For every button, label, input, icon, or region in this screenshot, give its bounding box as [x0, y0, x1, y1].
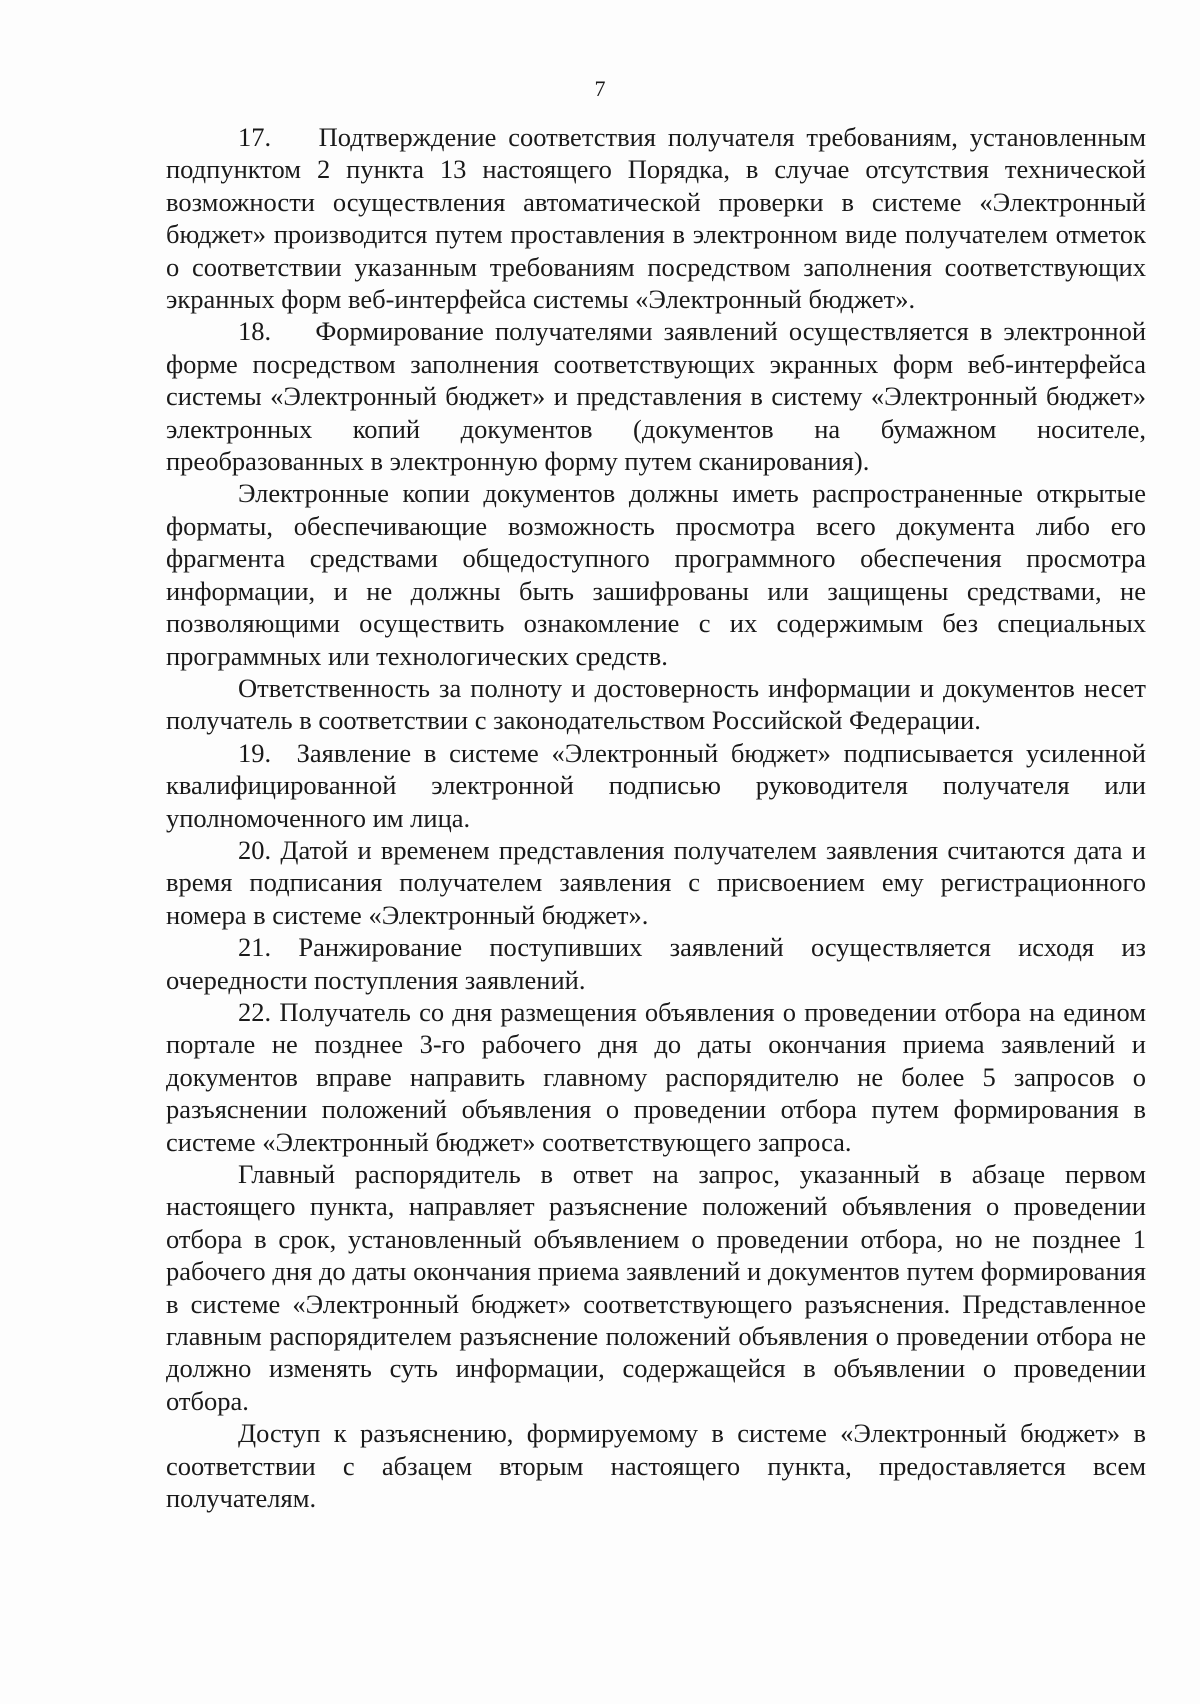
document-body — [166, 121, 1146, 1514]
paragraph-18-electronic-copies: Электронные копии документов должны иметь распространенные открытые форматы, обеспечивающие возможность просмотра всего документа либо его фрагмента средствами общедоступного программного обеспечения просмотра информации, и не должны быть зашифрованы или защищены средствами, не позволяющими осуществить ознакомление с их содержимым без специальных программных или технологических средств. — [166, 478, 1146, 671]
paragraph-17: 17. Подтверждение соответствия получателя требованиям, установленным подпунктом 2 пункта 13 настоящего Порядка, в случае отсутствия технической возможности осуществления автоматической проверки в системе «Электронный бюджет» производится путем проставления в электронном виде получателем отметок о соответствии указанным требованиям посредством заполнения соответствующих экранных форм веб-интерфейса системы «Электронный бюджет». — [166, 122, 1146, 315]
paragraph-22: 22. Получатель со дня размещения объявления о проведении отбора на едином портале не позднее 3-го рабочего дня до даты окончания приема заявлений и документов вправе направить главному распорядителю не более 5 запросов о разъяснении положений объявления о проведении отбора путем формирования в системе «Электронный бюджет» соответствующего запроса. — [166, 996, 1146, 1157]
paragraph-18: 18. Формирование получателями заявлений осуществляется в электронной форме посредством заполнения соответствующих экранных форм веб-интерфейса системы «Электронный бюджет» и представления в систему «Электронный бюджет» электронных копий документов (документов на бумажном носителе, преобразованных в электронную форму путем сканирования). — [166, 316, 1146, 477]
paragraph-20: 20. Датой и временем представления получателем заявления считаются дата и время подписания получателем заявления с присвоением ему регистрационного номера в системе «Электронный бюджет». — [166, 834, 1146, 930]
paragraph-21: 21. Ранжирование поступивших заявлений осуществляется исходя из очередности поступления заявлений. — [166, 932, 1146, 995]
paragraph-19: 19. Заявление в системе «Электронный бюджет» подписывается усиленной квалифицированной электронной подписью руководителя получателя или уполномоченного им лица. — [166, 737, 1146, 833]
paragraph-22-access: Доступ к разъяснению, формируемому в системе «Электронный бюджет» в соответствии с абзацем вторым настоящего пункта, предоставляется всем получателям. — [166, 1418, 1146, 1514]
paragraph-18-responsibility: Ответственность за полноту и достоверность информации и документов несет получатель в соответствии с законодательством Российской Федерации. — [166, 672, 1146, 736]
paragraph-22-clarification: Главный распорядитель в ответ на запрос, указанный в абзаце первом настоящего пункта, направляет разъяснение положений объявления о проведении отбора в срок, установленный объявлением о проведении отбора, но не позднее 1 рабочего дня до даты окончания приема заявлений и документов путем формирования в системе «Электронный бюджет» соответствующего разъяснения. Представленное главным распорядителем разъяснение положений объявления о проведении отбора не должно изменять суть информации, содержащейся в объявлении о проведении отбора. — [166, 1159, 1146, 1416]
page-number: 7 — [594, 76, 606, 101]
